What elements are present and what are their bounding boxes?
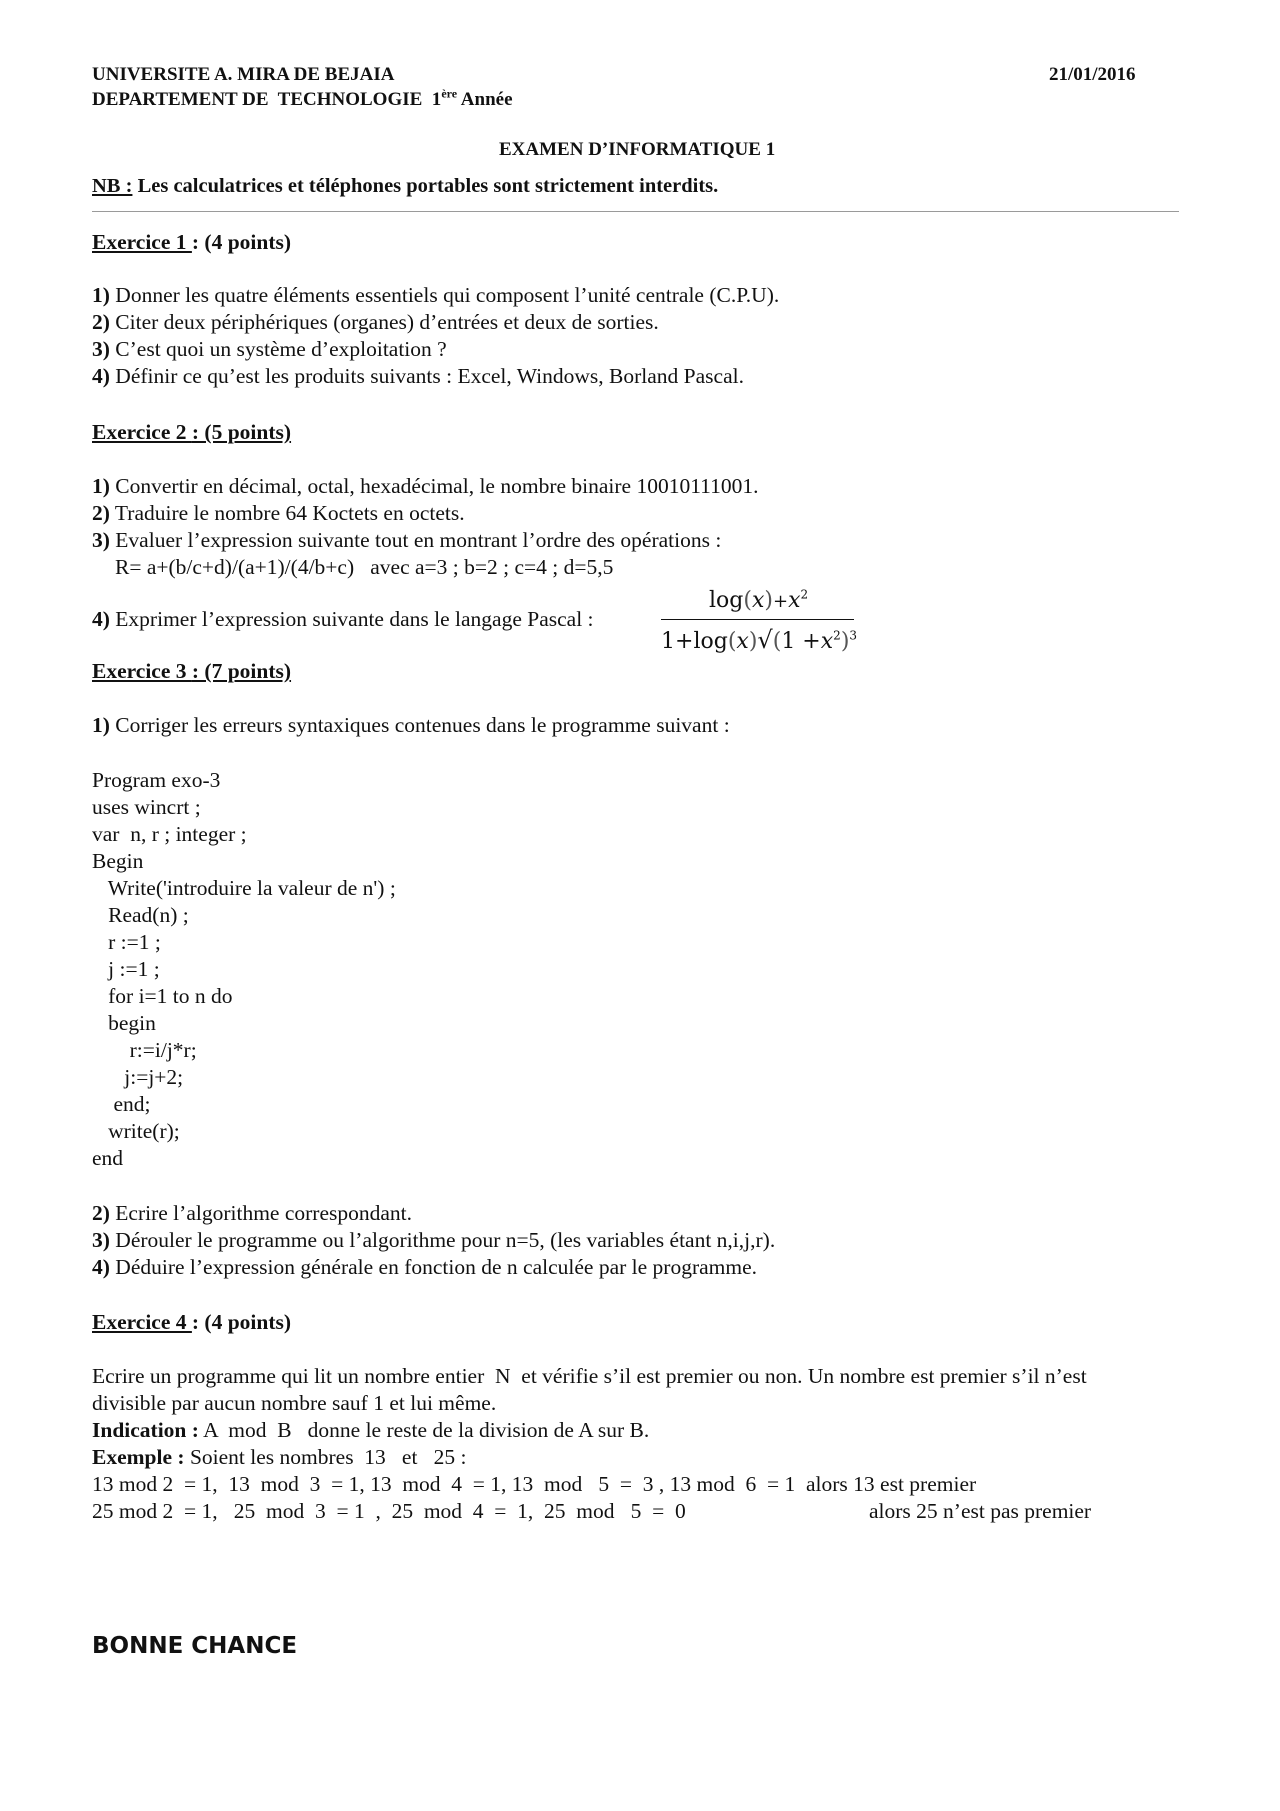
code-line-10: begin: [92, 1011, 156, 1035]
ex3-item-3: 3) Dérouler le programme ou l’algorithme pour n=5, (les variables étant n,i,j,r).: [92, 1228, 776, 1252]
ex4-statement-line-1: Ecrire un programme qui lit un nombre entier N et vérifie s’il est premier ou non. Un nombre est premier s’il n’est: [92, 1364, 1087, 1388]
ex1-item-2: 2) Citer deux périphériques (organes) d’entrées et deux de sorties.: [92, 310, 659, 334]
nb-note: [92, 173, 718, 200]
ex2-item-4: 4) Exprimer l’expression suivante dans le langage Pascal :: [92, 607, 594, 631]
ex1-item-1: 1) Donner les quatre éléments essentiels qui composent l’unité centrale (C.P.U).: [92, 283, 780, 307]
code-line-2: uses wincrt ;: [92, 795, 201, 819]
formula-numerator: $\log(x)+x^2$: [709, 587, 809, 613]
code-line-6: Read(n) ;: [92, 903, 189, 927]
ex3-item-4: 4) Déduire l’expression générale en fonction de n calculée par le programme.: [92, 1255, 758, 1279]
code-line-3: var n, r ; integer ;: [92, 822, 247, 846]
year-superscript: ère: [441, 86, 458, 101]
ex4-indication: Indication : A mod B donne le reste de la division de A sur B.: [92, 1418, 650, 1442]
code-line-8: j :=1 ;: [92, 957, 160, 981]
code-line-5: Write('introduire la valeur de n') ;: [92, 876, 396, 900]
ex4-exemple: Exemple : Soient les nombres 13 et 25 :: [92, 1445, 467, 1469]
department-name: DEPARTEMENT DE TECHNOLOGIE 1: [92, 89, 442, 110]
code-line-15: end: [92, 1146, 124, 1170]
exam-date: 21/01/2016: [1049, 64, 1136, 85]
ex1-item-4: 4) Définir ce qu’est les produits suivants : Excel, Windows, Borland Pascal.: [92, 364, 744, 388]
code-line-4: Begin: [92, 849, 144, 873]
ex3-item-2: 2) Ecrire l’algorithme correspondant.: [92, 1201, 412, 1225]
code-line-11: r:=i/j*r;: [92, 1038, 197, 1062]
nb-label: NB :: [92, 175, 133, 197]
nb-text: Les calculatrices et téléphones portables sont strictement interdits.: [132, 175, 719, 197]
ex2-item-1: 1) Convertir en décimal, octal, hexadécimal, le nombre binaire 10010111001.: [92, 474, 759, 498]
exercise-4-heading: Exercice 4 : (4 points): [92, 1310, 292, 1334]
exercise-3-heading: Exercice 3 : (7 points): [92, 659, 292, 683]
ex2-item-2: 2) Traduire le nombre 64 Koctets en octets.: [92, 501, 465, 525]
university-name: UNIVERSITE A. MIRA DE BEJAIA: [92, 64, 395, 85]
code-line-7: r :=1 ;: [92, 930, 161, 954]
formula-fraction-bar: [661, 619, 854, 620]
ex1-item-3: 3) C’est quoi un système d’exploitation ?: [92, 337, 447, 361]
ex3-item-1: 1) Corriger les erreurs syntaxiques contenues dans le programme suivant :: [92, 713, 730, 737]
department-line: [92, 86, 513, 113]
ex4-example-row-1: 13 mod 2 = 1, 13 mod 3 = 1, 13 mod 4 = 1, 13 mod 5 = 3 , 13 mod 6 = 1 alors 13 est premier: [92, 1472, 977, 1496]
ex4-example-row-2-result: alors 25 n’est pas premier: [869, 1499, 1092, 1523]
year-suffix: Année: [457, 89, 513, 110]
ex2-expression: R= a+(b/c+d)/(a+1)/(4/b+c) avec a=3 ; b=2 ; c=4 ; d=5,5: [115, 555, 614, 579]
exercise-1-heading: Exercice 1 : (4 points): [92, 230, 292, 254]
code-line-12: j:=j+2;: [92, 1065, 184, 1089]
ex4-example-row-2: 25 mod 2 = 1, 25 mod 3 = 1 , 25 mod 4 = 1, 25 mod 5 = 0: [92, 1499, 686, 1523]
exam-title: EXAMEN D’INFORMATIQUE 1: [499, 139, 776, 160]
code-line-1: Program exo-3: [92, 768, 221, 792]
code-line-9: for i=1 to n do: [92, 984, 233, 1008]
ex4-statement-line-2: divisible par aucun nombre sauf 1 et lui même.: [92, 1391, 497, 1415]
code-line-13: end;: [92, 1092, 151, 1116]
code-line-14: write(r);: [92, 1119, 180, 1143]
ex2-item-3: 3) Evaluer l’expression suivante tout en montrant l’ordre des opérations :: [92, 528, 722, 552]
formula-denominator: $1+\log(x)√(1 +x^2)^3$: [661, 626, 858, 654]
header-divider: [92, 211, 1179, 212]
closing-message: BONNE CHANCE: [92, 1633, 298, 1659]
exercise-2-heading: Exercice 2 : (5 points): [92, 420, 292, 444]
